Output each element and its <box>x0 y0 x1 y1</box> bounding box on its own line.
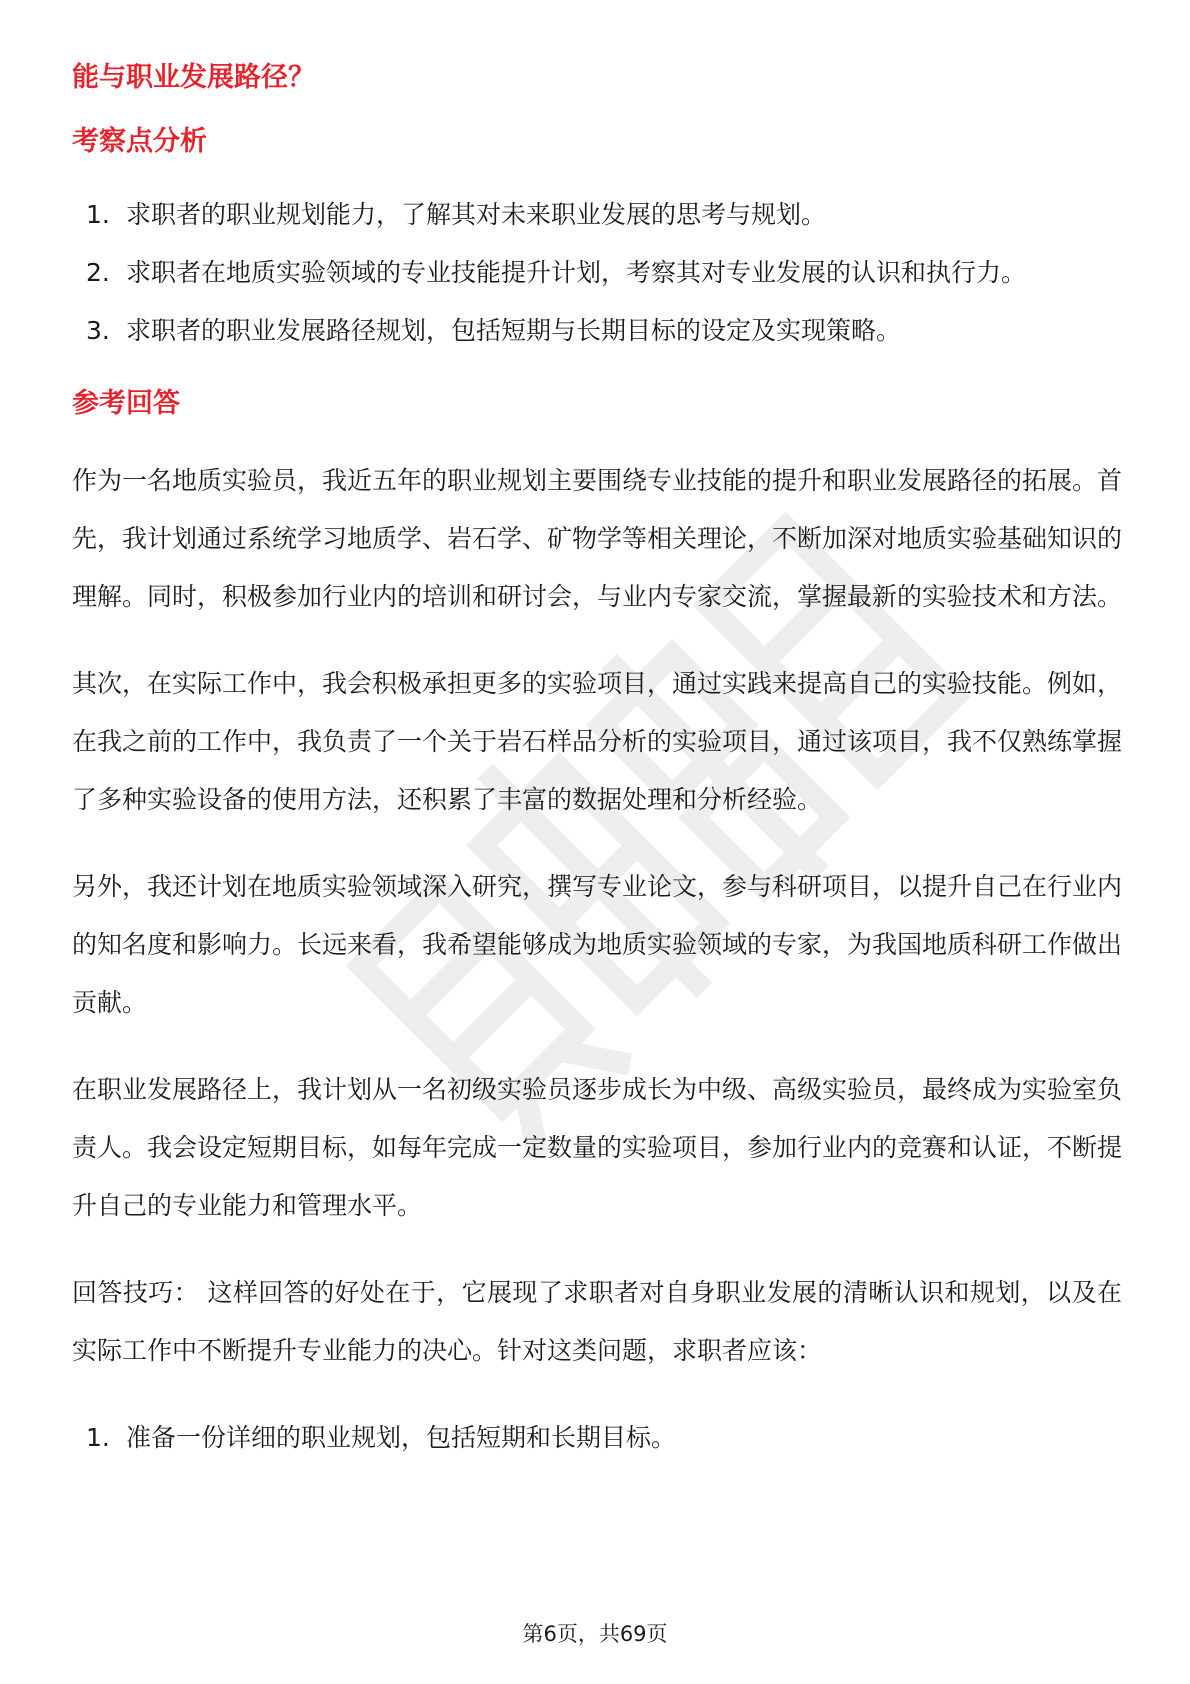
list-item-number: 2. <box>86 258 110 287</box>
answer-paragraph: 另外，我还计划在地质实验领域深入研究，撰写专业论文，参与科研项目，以提升自己在行业内的知名度和影响力。长远来看，我希望能够成为地质实验领域的专家，为我国地质科研工作做出贡献。 <box>72 872 1123 1017</box>
list-item <box>72 186 1122 244</box>
tips-paragraph: 回答技巧： 这样回答的好处在于，它展现了求职者对自身职业发展的清晰认识和规划，以及在实际工作中不断提升专业能力的决心。针对这类问题，求职者应该： <box>72 1278 1122 1365</box>
answer-paragraph: 其次，在实际工作中，我会积极承担更多的实验项目，通过实践来提高自己的实验技能。例如，在我之前的工作中，我负责了一个关于岩石样品分析的实验项目，通过该项目，我不仅熟练掌握了多种实验设备的使用方法，还积累了丰富的数据处理和分析经验。 <box>72 669 1123 814</box>
page-number-footer: 第6页，共69页 <box>522 1622 668 1646</box>
list-item-number: 1. <box>86 1423 110 1452</box>
list-item <box>72 244 1122 302</box>
list-item <box>72 1409 1122 1467</box>
section-heading-continuation: 能与职业发展路径？ <box>72 62 315 93</box>
page-content <box>72 50 1122 1483</box>
list-item <box>72 302 1122 360</box>
section-heading-analysis: 考察点分析 <box>72 126 207 157</box>
tips-list <box>72 1409 1122 1467</box>
list-item-text: 求职者在地质实验领域的专业技能提升计划，考察其对专业发展的认识和执行力。 <box>126 258 1027 287</box>
list-item-text: 准备一份详细的职业规划，包括短期和长期目标。 <box>126 1423 677 1452</box>
answer-paragraph: 作为一名地质实验员，我近五年的职业规划主要围绕专业技能的提升和职业发展路径的拓展。首先，我计划通过系统学习地质学、岩石学、矿物学等相关理论，不断加深对地质实验基础知识的理解。同时，积极参加行业内的培训和研讨会，与业内专家交流，掌握最新的实验技术和方法。 <box>72 466 1123 611</box>
section-heading-reference: 参考回答 <box>72 388 180 419</box>
list-item-text: 求职者的职业规划能力，了解其对未来职业发展的思考与规划。 <box>126 200 827 229</box>
list-item-number: 3. <box>86 316 110 345</box>
answer-paragraph: 在职业发展路径上，我计划从一名初级实验员逐步成长为中级、高级实验员，最终成为实验室负责人。我会设定短期目标，如每年完成一定数量的实验项目，参加行业内的竞赛和认证，不断提升自己的专业能力和管理水平。 <box>72 1075 1123 1220</box>
list-item-text: 求职者的职业发展路径规划，包括短期与长期目标的设定及实现策略。 <box>126 316 902 345</box>
analysis-list <box>72 186 1122 360</box>
list-item-number: 1. <box>86 200 110 229</box>
